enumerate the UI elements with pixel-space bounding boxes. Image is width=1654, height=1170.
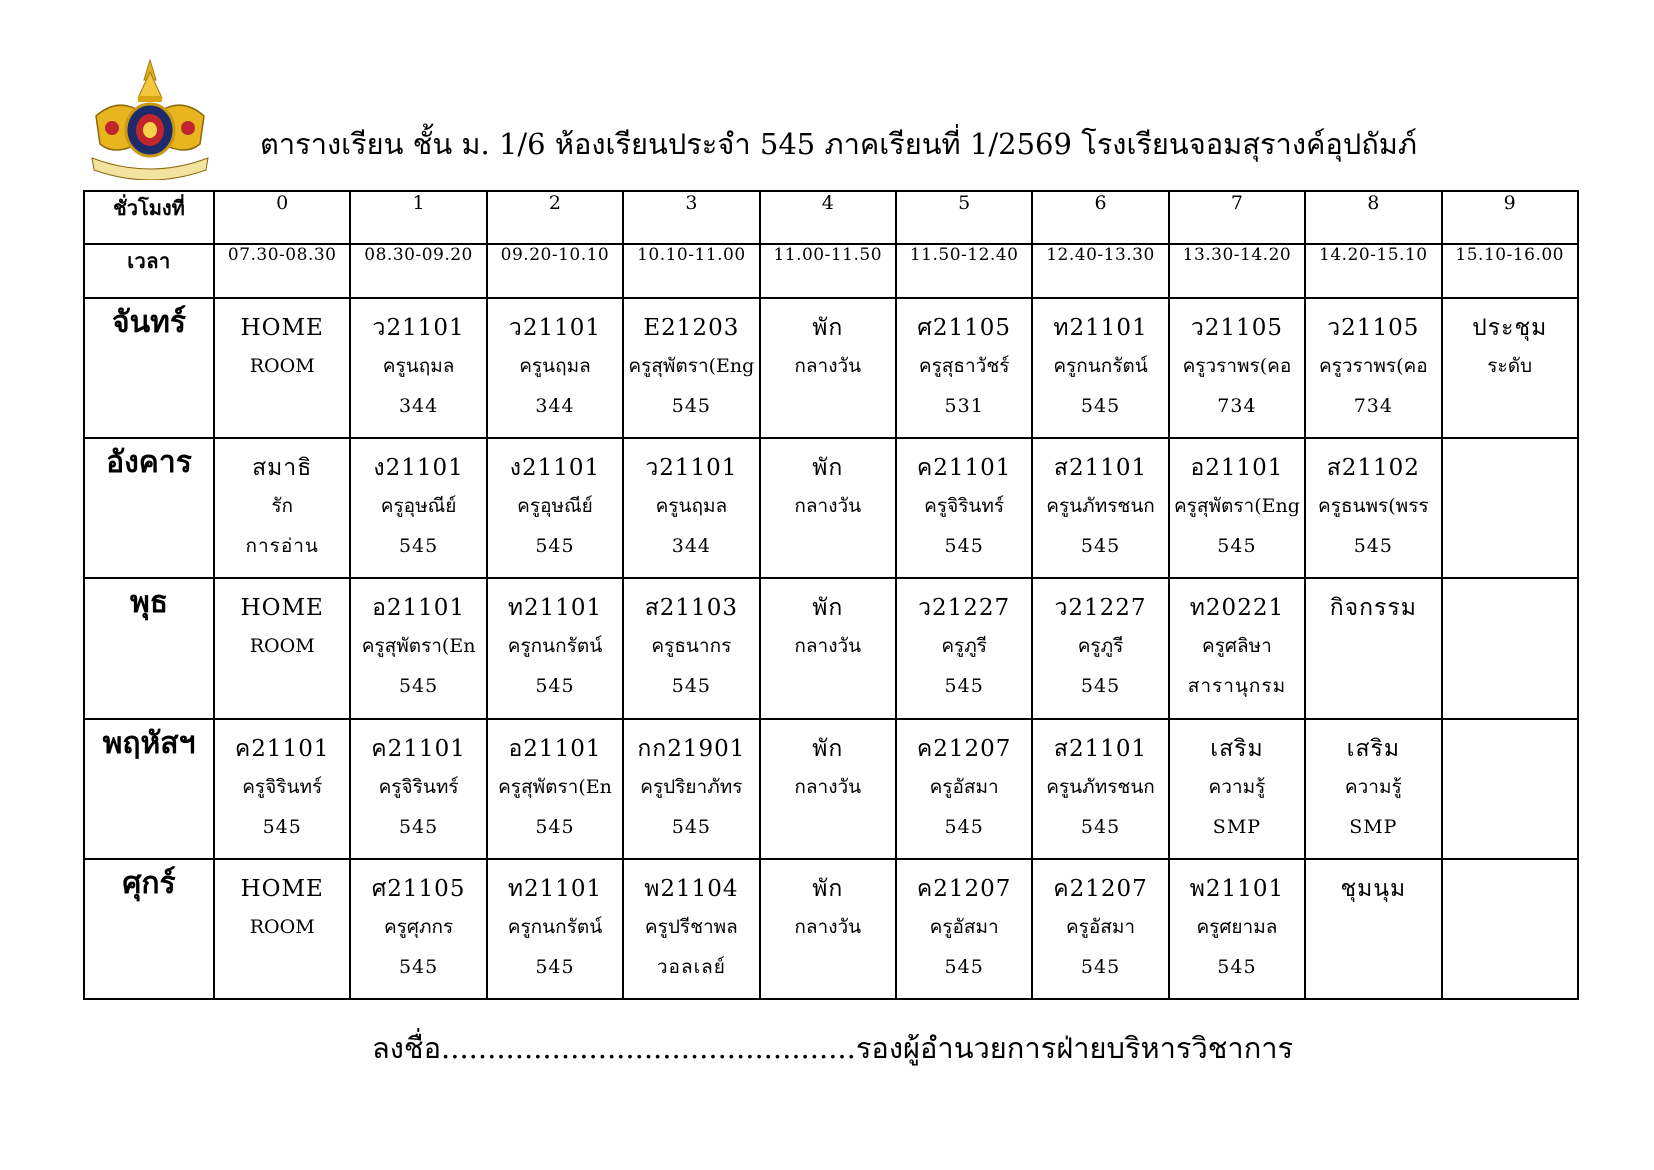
lesson-teacher: ครูนฤมล [519, 354, 591, 377]
lesson-code: ค21207 [916, 875, 1012, 902]
lesson-cell [1169, 859, 1305, 999]
lesson-teacher: ROOM [249, 635, 315, 658]
lesson-code: ท21101 [507, 595, 603, 622]
day-row [84, 859, 1578, 999]
lesson-room: 545 [1353, 535, 1393, 558]
period-time: 14.20-15.10 [1305, 244, 1441, 297]
lesson-cell [1032, 298, 1168, 438]
day-row [84, 298, 1578, 438]
lesson-teacher [1306, 629, 1440, 669]
lesson-code: พัก [812, 735, 844, 762]
lesson-cell [1169, 438, 1305, 578]
lesson-cell [896, 438, 1032, 578]
lesson-code: ว21101 [508, 314, 602, 341]
lesson-room: 344 [398, 394, 439, 417]
lesson-teacher: ครูศลิษา [1202, 635, 1272, 658]
lesson-cell [350, 438, 486, 578]
lesson-code: เสริม [1346, 735, 1401, 762]
lesson-cell [214, 859, 350, 999]
period-time: 07.30-08.30 [214, 244, 350, 297]
lesson-cell [214, 298, 350, 438]
lesson-room [761, 389, 895, 427]
lesson-code [1443, 732, 1577, 770]
lesson-code: อ21101 [508, 735, 602, 762]
time-row-label: เวลา [84, 244, 214, 297]
lesson-cell [623, 719, 759, 859]
lesson-code: ส21101 [1053, 735, 1148, 762]
period-time: 13.30-14.20 [1169, 244, 1305, 297]
day-rows [84, 298, 1578, 999]
lesson-room [1306, 950, 1440, 988]
lesson-code: ศ21105 [917, 314, 1012, 341]
lesson-room: 545 [535, 675, 575, 698]
lesson-room [761, 810, 895, 848]
lesson-teacher: ครูสุพัตรา(Eng [1173, 495, 1300, 518]
lesson-teacher: ระดับ [1487, 354, 1533, 377]
lesson-teacher: ครูจิรินทร์ [242, 775, 323, 798]
page-title: ตารางเรียน ชั้น ม. 1/6 ห้องเรียนประจำ 545 ภาคเรียนที่ 1/2569 โรงเรียนจอมสุรางค์อุปถัมภ์ [260, 127, 1418, 161]
lesson-cell [487, 298, 623, 438]
lesson-code: ค21207 [1053, 875, 1148, 902]
lesson-cell [1442, 719, 1578, 859]
lesson-code: ส21102 [1326, 455, 1420, 482]
lesson-room: 545 [1080, 535, 1121, 558]
lesson-cell [623, 298, 759, 438]
lesson-code: อ21101 [1190, 455, 1284, 482]
period-number: 0 [214, 191, 350, 244]
lesson-teacher: ครูธนากร [651, 635, 732, 658]
lesson-teacher [1306, 910, 1440, 950]
lesson-code: ง21101 [509, 455, 601, 482]
lesson-cell [1442, 859, 1578, 999]
lesson-room: 545 [398, 535, 439, 558]
lesson-room [1443, 389, 1577, 427]
lesson-code: ค21101 [234, 735, 330, 762]
lesson-room: 545 [944, 955, 984, 978]
lesson-cell [1305, 859, 1441, 999]
lesson-code: พ21104 [644, 875, 739, 902]
period-time: 10.10-11.00 [623, 244, 759, 297]
lesson-code: HOME [240, 314, 324, 341]
lesson-cell [1032, 578, 1168, 718]
lesson-teacher: ครูกนกรัตน์ [507, 635, 603, 658]
period-time: 15.10-16.00 [1442, 244, 1578, 297]
lesson-room: 545 [262, 815, 302, 838]
lesson-cell [1169, 719, 1305, 859]
lesson-cell [350, 298, 486, 438]
lesson-room: 545 [1080, 394, 1121, 417]
lesson-code [1443, 451, 1577, 489]
lesson-code: ท21101 [507, 875, 603, 902]
class-timetable [83, 190, 1579, 1000]
lesson-room: SMP [1349, 815, 1398, 838]
lesson-code: พัก [812, 314, 844, 341]
lesson-cell [1305, 578, 1441, 718]
lesson-cell [1442, 578, 1578, 718]
lesson-code: E21203 [643, 314, 740, 341]
lesson-room: วอลเลย์ [656, 955, 726, 978]
lesson-room: 545 [1217, 955, 1257, 978]
period-number: 7 [1169, 191, 1305, 244]
lesson-code: พัก [812, 875, 844, 902]
lesson-cell [1305, 298, 1441, 438]
lesson-room: SMP [1212, 815, 1262, 838]
lesson-room [1443, 669, 1577, 707]
lesson-teacher: ครูอัสมา [929, 915, 999, 938]
lesson-teacher: กลางวัน [794, 635, 862, 658]
lesson-teacher: ความรู้ [1208, 775, 1266, 798]
lesson-teacher: ครูนฤมล [382, 354, 455, 377]
lesson-code: พัก [812, 455, 844, 482]
lesson-room: 545 [671, 675, 711, 698]
day-row [84, 438, 1578, 578]
lesson-room: 545 [535, 955, 575, 978]
lesson-code: ประชุม [1472, 314, 1548, 341]
lesson-cell [760, 719, 896, 859]
lesson-teacher [1443, 910, 1577, 950]
lesson-teacher: กลางวัน [794, 495, 862, 518]
lesson-room: 545 [1080, 815, 1121, 838]
lesson-teacher: ครูนฤมล [655, 495, 728, 518]
lesson-code: HOME [240, 875, 324, 902]
lesson-code: สมาธิ [252, 455, 313, 482]
lesson-cell [896, 578, 1032, 718]
lesson-cell [214, 719, 350, 859]
lesson-code: HOME [240, 595, 324, 622]
lesson-cell [896, 859, 1032, 999]
lesson-room [1306, 669, 1440, 707]
period-row-label: ชั่วโมงที่ [84, 191, 214, 244]
lesson-cell [1032, 719, 1168, 859]
lesson-teacher: ครูภูรี [941, 635, 987, 658]
lesson-teacher: ครูกนกรัตน์ [507, 915, 603, 938]
period-number: 5 [896, 191, 1032, 244]
lesson-teacher: ครูศยามล [1196, 915, 1278, 938]
lesson-room [1443, 529, 1577, 567]
lesson-code [1443, 872, 1577, 910]
lesson-code: ท21101 [1053, 314, 1148, 341]
lesson-cell [760, 438, 896, 578]
lesson-teacher: รัก [271, 495, 294, 518]
lesson-room: 734 [1353, 394, 1393, 417]
lesson-cell [1442, 298, 1578, 438]
period-time: 11.50-12.40 [896, 244, 1032, 297]
lesson-teacher: ครูภูรี [1077, 635, 1124, 658]
lesson-cell [1442, 438, 1578, 578]
lesson-room: 545 [671, 815, 711, 838]
period-number: 1 [350, 191, 486, 244]
lesson-code: พัก [812, 595, 844, 622]
lesson-teacher: ครูนภัทรชนก [1046, 495, 1155, 518]
day-name: จันทร์ [84, 298, 214, 438]
lesson-room [215, 669, 349, 707]
lesson-code: กิจกรรม [1329, 595, 1417, 622]
lesson-teacher: ครูศุภกร [383, 915, 454, 938]
lesson-room: การอ่าน [245, 535, 319, 558]
lesson-code: ค21101 [916, 455, 1012, 482]
school-emblem-icon [86, 58, 214, 180]
lesson-room: 545 [398, 955, 439, 978]
lesson-room [1443, 810, 1577, 848]
lesson-room [761, 669, 895, 707]
lesson-room: 545 [1080, 675, 1121, 698]
lesson-room: 545 [535, 815, 575, 838]
lesson-room: 545 [944, 815, 984, 838]
lesson-code: ว21227 [918, 595, 1011, 622]
lesson-cell [1305, 438, 1441, 578]
lesson-room: 545 [398, 675, 439, 698]
lesson-teacher: ครูวราพร(คอ [1318, 354, 1428, 377]
period-time: 11.00-11.50 [760, 244, 896, 297]
lesson-room: สารานุกรม [1187, 675, 1287, 698]
lesson-code: ชุมนุม [1340, 875, 1407, 902]
lesson-teacher: ครูสุพัตรา(En [498, 775, 612, 798]
lesson-room: 545 [1080, 955, 1121, 978]
lesson-teacher: ครูวราพร(คอ [1182, 354, 1292, 377]
lesson-teacher: ครูธนพร(พรร [1318, 495, 1429, 518]
lesson-room [215, 389, 349, 427]
lesson-cell [760, 578, 896, 718]
lesson-cell [487, 859, 623, 999]
day-name: พุธ [84, 578, 214, 718]
period-header-row [84, 191, 1578, 244]
day-row [84, 719, 1578, 859]
lesson-code: ค21207 [916, 735, 1012, 762]
lesson-teacher: ครูอัสมา [1065, 915, 1136, 938]
lesson-code: ว21105 [1327, 314, 1420, 341]
day-name: อังคาร [84, 438, 214, 578]
lesson-teacher: ครูจิรินทร์ [378, 775, 459, 798]
lesson-teacher: ROOM [249, 354, 315, 377]
lesson-teacher: ครูกนกรัตน์ [1053, 354, 1148, 377]
signature-line: ลงชื่อ.............................................รองผู้อำนวยการฝ่ายบริหารวิชาการ [372, 1031, 1294, 1065]
lesson-cell [350, 578, 486, 718]
period-number: 3 [623, 191, 759, 244]
lesson-cell [1305, 719, 1441, 859]
lesson-cell [896, 298, 1032, 438]
period-number: 9 [1442, 191, 1578, 244]
lesson-code: ท20221 [1189, 595, 1285, 622]
lesson-cell [1169, 578, 1305, 718]
lesson-teacher: กลางวัน [794, 775, 862, 798]
lesson-room: 545 [944, 675, 984, 698]
period-time: 12.40-13.30 [1032, 244, 1168, 297]
lesson-teacher: ROOM [249, 915, 315, 938]
lesson-cell [623, 859, 759, 999]
lesson-cell [1032, 859, 1168, 999]
lesson-cell [487, 578, 623, 718]
lesson-cell [487, 438, 623, 578]
lesson-code: พ21101 [1189, 875, 1285, 902]
lesson-room: 344 [671, 535, 711, 558]
lesson-teacher: ครูสุพัตรา(Eng [628, 354, 755, 377]
lesson-room: 545 [1217, 535, 1257, 558]
lesson-code: ว21101 [372, 314, 465, 341]
lesson-room: 545 [398, 815, 439, 838]
period-time: 09.20-10.10 [487, 244, 623, 297]
day-name: พฤหัสฯ [84, 719, 214, 859]
lesson-teacher: กลางวัน [794, 915, 862, 938]
lesson-code: อ21101 [372, 595, 466, 622]
lesson-cell [1032, 438, 1168, 578]
lesson-cell [760, 859, 896, 999]
lesson-code: ง21101 [373, 455, 464, 482]
lesson-cell [623, 438, 759, 578]
lesson-cell [350, 719, 486, 859]
lesson-code: ว21101 [645, 455, 738, 482]
lesson-cell [1169, 298, 1305, 438]
lesson-teacher [1443, 770, 1577, 810]
period-number: 4 [760, 191, 896, 244]
lesson-code: ว21227 [1054, 595, 1147, 622]
lesson-teacher: ครูอุษณีย์ [380, 495, 457, 518]
lesson-room: 545 [671, 394, 711, 417]
lesson-room: 734 [1217, 394, 1257, 417]
lesson-room: 545 [944, 535, 984, 558]
lesson-cell [214, 578, 350, 718]
lesson-cell [214, 438, 350, 578]
lesson-code: ว21105 [1190, 314, 1283, 341]
period-number: 8 [1305, 191, 1441, 244]
time-header-row [84, 244, 1578, 297]
lesson-cell [487, 719, 623, 859]
lesson-room [761, 950, 895, 988]
lesson-room: 531 [944, 394, 984, 417]
lesson-teacher: ครูสุธาวัชร์ [918, 354, 1010, 377]
lesson-teacher: ครูปริยาภัทร [640, 775, 743, 798]
lesson-room: 545 [535, 535, 575, 558]
lesson-cell [896, 719, 1032, 859]
lesson-teacher: ครูนภัทรชนก [1046, 775, 1155, 798]
day-row [84, 578, 1578, 718]
lesson-cell [760, 298, 896, 438]
lesson-cell [350, 859, 486, 999]
lesson-room [1443, 950, 1577, 988]
period-time: 08.30-09.20 [350, 244, 486, 297]
lesson-code: กก21901 [637, 735, 746, 762]
lesson-cell [623, 578, 759, 718]
lesson-room: 344 [535, 394, 575, 417]
period-number: 6 [1032, 191, 1168, 244]
lesson-teacher [1443, 629, 1577, 669]
lesson-teacher: ความรู้ [1344, 775, 1402, 798]
lesson-teacher: กลางวัน [794, 354, 862, 377]
lesson-room [215, 950, 349, 988]
period-number: 2 [487, 191, 623, 244]
lesson-room [761, 529, 895, 567]
lesson-teacher: ครูปรีชาพล [644, 915, 738, 938]
lesson-teacher: ครูอัสมา [929, 775, 999, 798]
lesson-code: ส21101 [1053, 455, 1148, 482]
lesson-code: ค21101 [371, 735, 466, 762]
lesson-code: ส21103 [644, 595, 738, 622]
lesson-code [1443, 591, 1577, 629]
lesson-teacher: ครูสุพัตรา(En [361, 635, 476, 658]
lesson-code: เสริม [1210, 735, 1264, 762]
lesson-teacher: ครูอุษณีย์ [517, 495, 593, 518]
lesson-teacher [1443, 489, 1577, 529]
lesson-code: ศ21105 [371, 875, 466, 902]
lesson-teacher: ครูจิรินทร์ [924, 495, 1005, 518]
day-name: ศุกร์ [84, 859, 214, 999]
